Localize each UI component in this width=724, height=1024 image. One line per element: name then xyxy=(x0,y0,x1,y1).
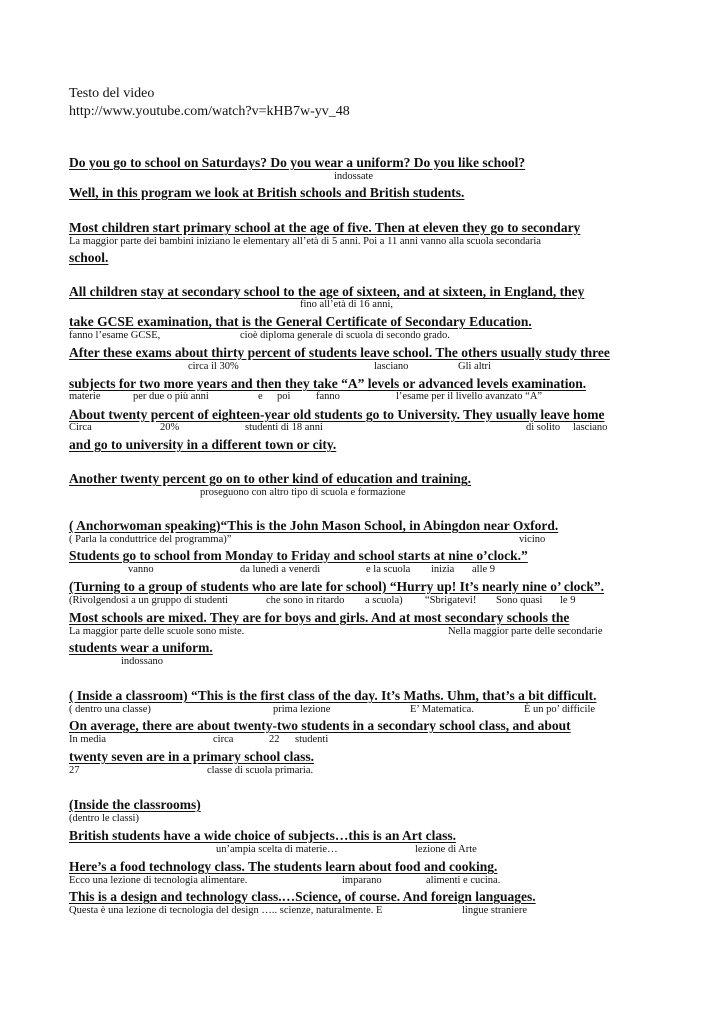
italian-gloss: lasciano xyxy=(374,361,409,372)
english-line: Most schools are mixed. They are for boys and girls. And at most secondary schools the xyxy=(69,610,570,625)
english-line: On average, there are about twenty-two students in a secondary school class, and about xyxy=(69,718,571,733)
italian-gloss: E’ Matematica. xyxy=(410,704,474,715)
italian-gloss: cioè diploma generale di scuola di secondo grado. xyxy=(240,330,450,341)
italian-gloss: poi xyxy=(277,391,291,402)
italian-gloss: fanno l’esame GCSE, xyxy=(69,330,161,341)
italian-gloss: (Rivolgendosi a un gruppo di studenti xyxy=(69,595,228,606)
italian-gloss: circa xyxy=(213,734,234,745)
english-line: British students have a wide choice of subjects…this is an Art class. xyxy=(69,828,457,843)
document-title: Testo del video xyxy=(69,86,155,101)
italian-gloss: indossano xyxy=(121,656,163,667)
italian-gloss: alimenti e cucina. xyxy=(426,875,501,886)
english-line: twenty seven are in a primary school class. xyxy=(69,749,314,764)
italian-gloss: materie xyxy=(69,391,101,402)
italian-gloss: e la scuola xyxy=(366,564,411,575)
italian-gloss: “Sbrigatevi! xyxy=(425,595,477,606)
italian-gloss: lezione di Arte xyxy=(415,844,477,855)
italian-gloss: per due o più anni xyxy=(133,391,209,402)
italian-gloss: Ecco una lezione di tecnologia alimentare. xyxy=(69,875,248,886)
italian-gloss: lingue straniere xyxy=(462,905,528,916)
italian-gloss: ( dentro una classe) xyxy=(69,704,151,715)
italian-gloss: indossate xyxy=(334,171,374,182)
italian-gloss: lasciano xyxy=(573,422,608,433)
english-line: Here’s a food technology class. The students learn about food and cooking. xyxy=(69,859,498,874)
english-line: and go to university in a different town or city. xyxy=(69,437,337,452)
italian-gloss: La maggior parte dei bambini iniziano le elementary all’età di 5 anni. Poi a 11 anni vanno alla scuola secondaria xyxy=(69,236,541,247)
italian-gloss: classe di scuola primaria. xyxy=(207,765,314,776)
italian-gloss: studenti xyxy=(295,734,329,745)
italian-gloss: prima lezione xyxy=(273,704,331,715)
italian-gloss: proseguono con altro tipo di scuola e formazione xyxy=(200,487,406,498)
italian-gloss: da lunedì a venerdì xyxy=(240,564,321,575)
italian-gloss: 27 xyxy=(69,765,80,776)
italian-gloss: di solito xyxy=(526,422,561,433)
english-line: ( Anchorwoman speaking)“This is the John Mason School, in Abingdon near Oxford. xyxy=(69,518,559,533)
italian-gloss: 20% xyxy=(160,422,180,433)
italian-gloss: In media xyxy=(69,734,107,745)
italian-gloss: e xyxy=(258,391,263,402)
english-line: This is a design and technology class.…Science, of course. And foreign languages. xyxy=(69,889,536,904)
italian-gloss: Questa è una lezione di tecnologia del design ….. scienze, naturalmente. E xyxy=(69,905,383,916)
italian-gloss: le 9 xyxy=(560,595,576,606)
english-line: (Turning to a group of students who are late for school) “Hurry up! It’s nearly nine o’ clock”. xyxy=(69,579,605,594)
italian-gloss: che sono in ritardo xyxy=(266,595,345,606)
english-line: school. xyxy=(69,250,109,265)
italian-gloss: studenti di 18 anni xyxy=(245,422,323,433)
english-line: Do you go to school on Saturdays? Do you wear a uniform? Do you like school? xyxy=(69,155,526,170)
english-line: Most children start primary school at the age of five. Then at eleven they go to secondary xyxy=(69,220,581,235)
english-line: students wear a uniform. xyxy=(69,640,213,655)
italian-gloss: circa il 30% xyxy=(188,361,239,372)
english-line: After these exams about thirty percent of students leave school. The others usually study three xyxy=(69,345,610,360)
italian-gloss: Gli altri xyxy=(458,361,491,372)
english-line: Another twenty percent go on to other kind of education and training. xyxy=(69,471,472,486)
italian-gloss: l’esame per il livello avanzato “A” xyxy=(396,391,543,402)
english-line: Well, in this program we look at British schools and British students. xyxy=(69,185,465,200)
italian-gloss: vanno xyxy=(128,564,154,575)
italian-gloss: inizia xyxy=(431,564,455,575)
italian-gloss: fanno xyxy=(316,391,340,402)
italian-gloss: imparano xyxy=(342,875,382,886)
english-line: About twenty percent of eighteen-year old students go to University. They usually leave home xyxy=(69,407,605,422)
italian-gloss: È un po’ difficile xyxy=(524,704,596,715)
english-line: Students go to school from Monday to Friday and school starts at nine o’clock.” xyxy=(69,548,528,563)
italian-gloss: fino all’età di 16 anni, xyxy=(300,299,394,310)
italian-gloss: La maggior parte delle scuole sono miste. xyxy=(69,626,245,637)
english-line: ( Inside a classroom) “This is the first class of the day. It’s Maths. Uhm, that’s a bit difficult. xyxy=(69,688,597,703)
italian-gloss: un’ampia scelta di materie… xyxy=(216,844,338,855)
italian-gloss: a scuola) xyxy=(365,595,403,606)
english-line: take GCSE examination, that is the General Certificate of Secondary Education. xyxy=(69,314,532,329)
english-line: All children stay at secondary school to the age of sixteen, and at sixteen, in England, they xyxy=(69,284,585,299)
italian-gloss: vicino xyxy=(519,534,546,545)
english-line: subjects for two more years and then they take “A” levels or advanced levels examination. xyxy=(69,376,587,391)
italian-gloss: (dentro le classi) xyxy=(69,813,139,824)
italian-gloss: Nella maggior parte delle secondarie xyxy=(448,626,603,637)
italian-gloss: 22 xyxy=(269,734,280,745)
italian-gloss: ( Parla la conduttrice del programma)” xyxy=(69,534,232,545)
italian-gloss: Sono quasi xyxy=(496,595,543,606)
video-url-link[interactable]: http://www.youtube.com/watch?v=kHB7w-yv_48 xyxy=(69,104,350,119)
italian-gloss: Circa xyxy=(69,422,92,433)
english-line: (Inside the classrooms) xyxy=(69,797,201,812)
italian-gloss: alle 9 xyxy=(472,564,496,575)
